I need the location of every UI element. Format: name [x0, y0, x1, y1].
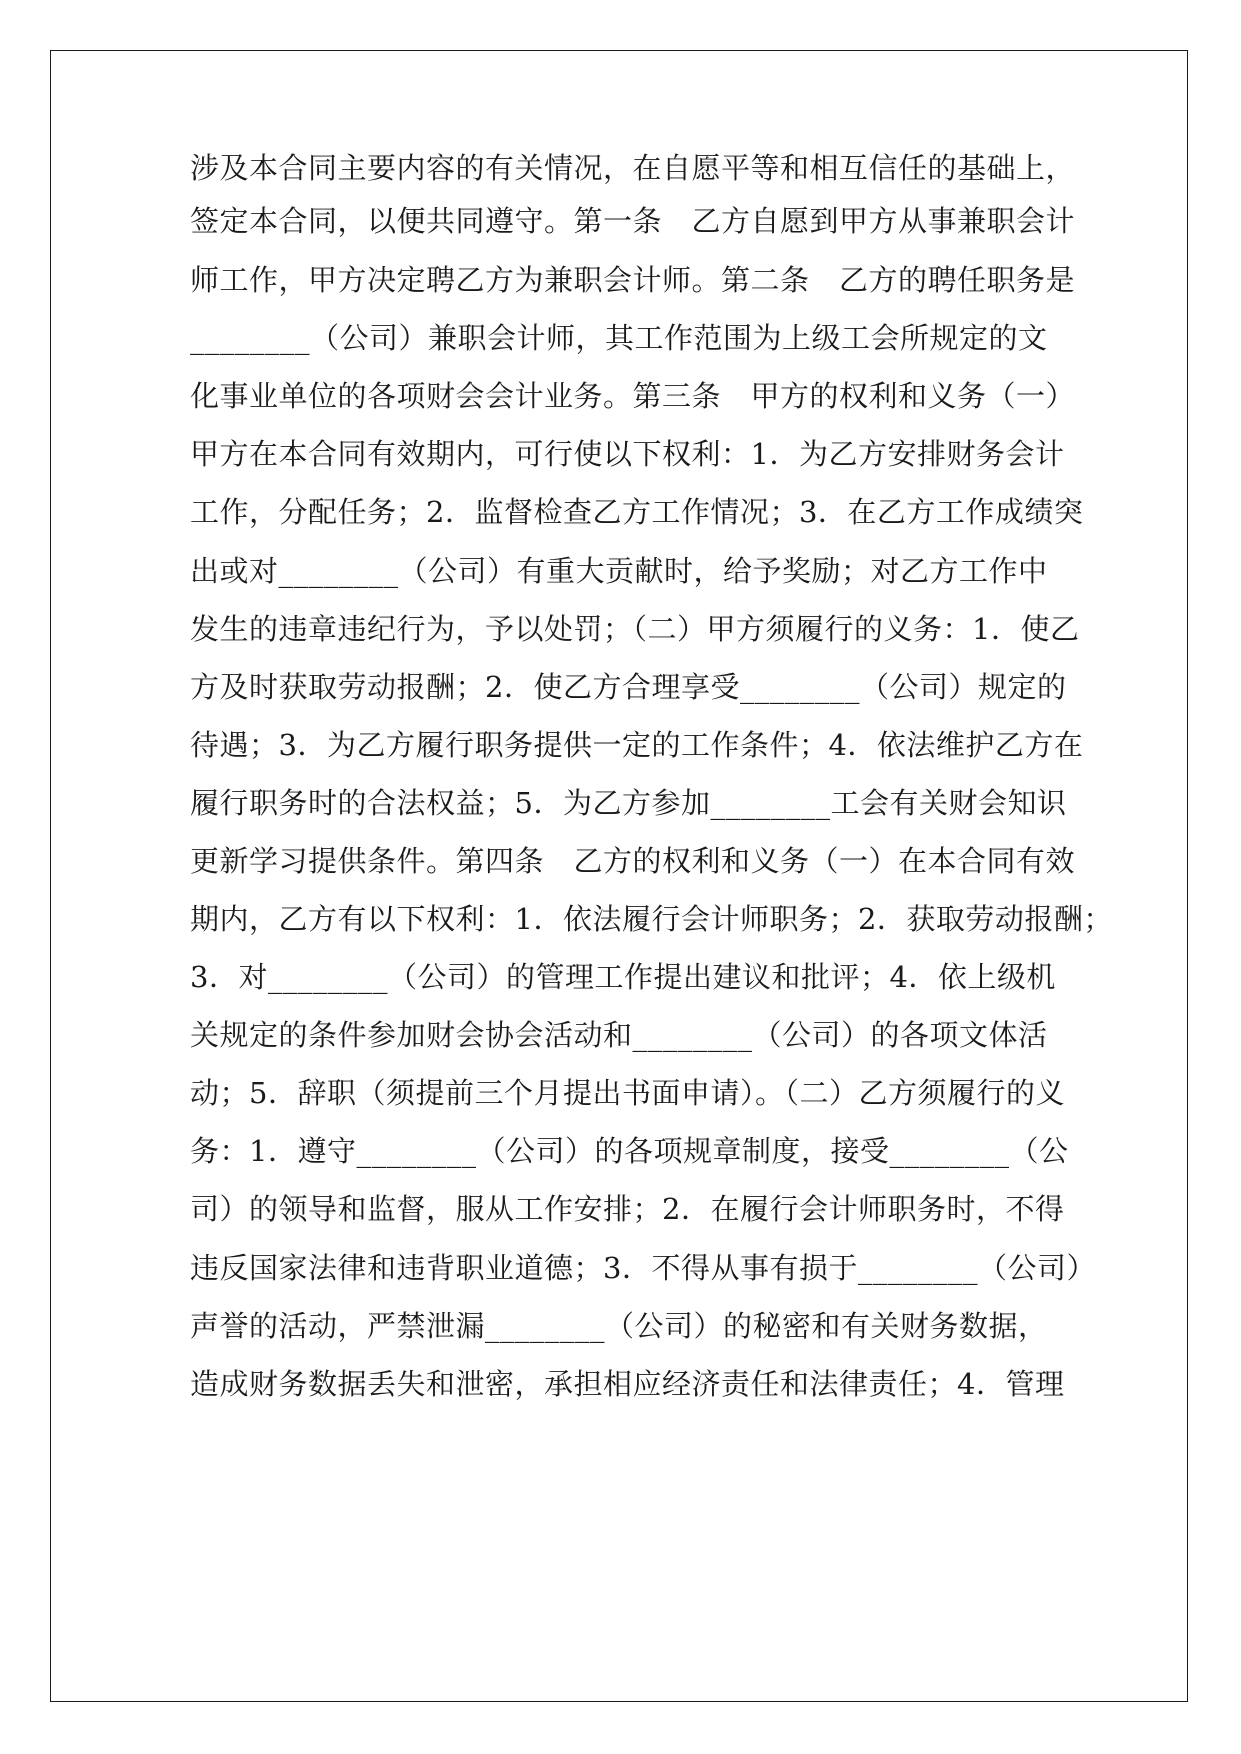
text-line-1: 涉及本合同主要内容的有关情况，在自愿平等和相互信任的基础上，: [190, 151, 1076, 185]
text-line-2: 签定本合同，以便共同遵守。第一条 乙方自愿到甲方从事兼职会计: [190, 204, 1076, 238]
text-line-16: 关规定的条件参加财会协会活动和________（公司）的各项文体活: [190, 1018, 1048, 1052]
text-line-20: 违反国家法律和违背职业道德；3．不得从事有损于________（公司）: [190, 1251, 1096, 1285]
text-line-18: 务：1．遵守________（公司）的各项规章制度，接受________（公: [190, 1134, 1069, 1168]
text-line-7: 工作，分配任务；2．监督检查乙方工作情况；3．在乙方工作成绩突: [190, 495, 1084, 529]
text-line-19: 司）的领导和监督，服从工作安排；2．在履行会计师职务时，不得: [190, 1192, 1065, 1226]
text-line-3: 师工作，甲方决定聘乙方为兼职会计师。第二条 乙方的聘任职务是: [190, 263, 1076, 297]
text-line-13: 更新学习提供条件。第四条 乙方的权利和义务（一）在本合同有效: [190, 844, 1076, 878]
text-line-4: ________（公司）兼职会计师，其工作范围为上级工会所规定的文: [190, 321, 1048, 355]
text-line-10: 方及时获取劳动报酬；2．使乙方合理享受________（公司）规定的: [190, 670, 1067, 704]
text-line-5: 化事业单位的各项财会会计业务。第三条 甲方的权利和义务（一）: [190, 379, 1076, 413]
text-line-14: 期内，乙方有以下权利：1．依法履行会计师职务；2．获取劳动报酬；: [190, 902, 1113, 936]
text-line-8: 出或对________（公司）有重大贡献时，给予奖励；对乙方工作中: [190, 554, 1048, 588]
text-line-15: 3．对________（公司）的管理工作提出建议和批评；4．依上级机: [190, 960, 1056, 994]
text-line-12: 履行职务时的合法权益；5．为乙方参加________工会有关财会知识: [190, 786, 1067, 820]
text-line-22: 造成财务数据丢失和泄密，承担相应经济责任和法律责任；4．管理: [190, 1367, 1065, 1401]
text-line-6: 甲方在本合同有效期内，可行使以下权利：1．为乙方安排财务会计: [190, 437, 1065, 471]
text-line-21: 声誉的活动，严禁泄漏________（公司）的秘密和有关财务数据，: [190, 1309, 1048, 1343]
text-line-17: 动；5．辞职（须提前三个月提出书面申请）。（二）乙方须履行的义: [190, 1076, 1065, 1110]
text-line-11: 待遇；3．为乙方履行职务提供一定的工作条件；4．依法维护乙方在: [190, 728, 1084, 762]
text-line-9: 发生的违章违纪行为，予以处罚；（二）甲方须履行的义务：1．使乙: [190, 612, 1080, 646]
